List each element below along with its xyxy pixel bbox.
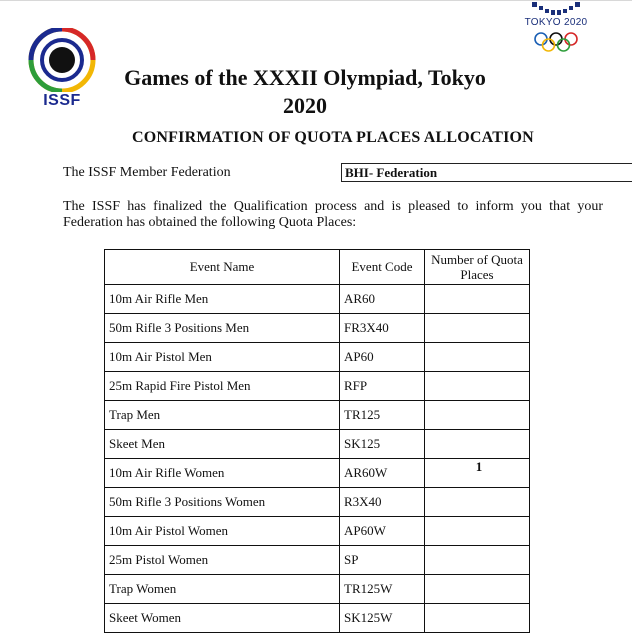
event-name-cell: Trap Men: [105, 401, 340, 430]
table-row: [105, 430, 530, 459]
quota-value-cell: [425, 401, 530, 430]
table-row: [105, 372, 530, 401]
title-line-1: Games of the XXXII Olympiad, Tokyo: [124, 65, 486, 90]
table-row: [105, 517, 530, 546]
table-row: [105, 343, 530, 372]
event-code-cell: SK125: [340, 430, 425, 459]
quota-value-cell: 1: [425, 459, 530, 488]
table-row: [105, 575, 530, 604]
quota-value-cell: [425, 604, 530, 633]
member-federation-label: The ISSF Member Federation: [63, 165, 231, 180]
document-subtitle: CONFIRMATION OF QUOTA PLACES ALLOCATION: [132, 129, 534, 146]
header-event-name: Event Name: [105, 250, 340, 285]
quota-value-cell: [425, 314, 530, 343]
quota-value-cell: [425, 546, 530, 575]
event-code-cell: RFP: [340, 372, 425, 401]
table-row: [105, 488, 530, 517]
event-code-cell: TR125: [340, 401, 425, 430]
event-code-cell: AR60: [340, 285, 425, 314]
event-code-cell: AR60W: [340, 459, 425, 488]
table-row: [105, 546, 530, 575]
table-row: [105, 604, 530, 633]
event-code-cell: SP: [340, 546, 425, 575]
intro-paragraph: The ISSF has finalized the Qualification process and is pleased to inform you that your Federation has obtained the following Quota Places:: [63, 199, 603, 230]
quota-table: [104, 249, 530, 633]
event-name-cell: 10m Air Rifle Men: [105, 285, 340, 314]
quota-value-cell: [425, 343, 530, 372]
event-name-cell: Trap Women: [105, 575, 340, 604]
member-federation-value: BHI- Federation: [341, 163, 632, 182]
event-code-cell: AP60: [340, 343, 425, 372]
event-name-cell: 10m Air Rifle Women: [105, 459, 340, 488]
tokyo-2020-logo: [518, 0, 594, 56]
event-code-cell: TR125W: [340, 575, 425, 604]
table-row: [105, 401, 530, 430]
event-name-cell: 10m Air Pistol Men: [105, 343, 340, 372]
document-title: [100, 64, 510, 120]
quota-value-cell: [425, 430, 530, 459]
olympic-rings-icon: [533, 32, 579, 52]
table-row: [105, 314, 530, 343]
event-name-cell: 50m Rifle 3 Positions Men: [105, 314, 340, 343]
event-name-cell: 25m Pistol Women: [105, 546, 340, 575]
issf-target-icon: [26, 28, 98, 92]
tokyo-emblem-icon: [518, 0, 594, 16]
quota-value-cell: [425, 285, 530, 314]
quota-value-cell: [425, 575, 530, 604]
header-quota-places: [425, 250, 530, 285]
event-name-cell: 25m Rapid Fire Pistol Men: [105, 372, 340, 401]
header-event-code: Event Code: [340, 250, 425, 285]
quota-value-cell: [425, 372, 530, 401]
issf-logo-text: ISSF: [43, 92, 81, 109]
event-name-cell: 10m Air Pistol Women: [105, 517, 340, 546]
issf-logo: [26, 28, 98, 110]
event-name-cell: 50m Rifle 3 Positions Women: [105, 488, 340, 517]
quota-value-cell: [425, 517, 530, 546]
table-header-row: [105, 250, 530, 285]
quota-value-cell: [425, 488, 530, 517]
event-code-cell: SK125W: [340, 604, 425, 633]
event-code-cell: AP60W: [340, 517, 425, 546]
table-row: [105, 285, 530, 314]
title-line-2: 2020: [283, 93, 327, 118]
event-code-cell: FR3X40: [340, 314, 425, 343]
event-name-cell: Skeet Women: [105, 604, 340, 633]
event-name-cell: Skeet Men: [105, 430, 340, 459]
event-code-cell: R3X40: [340, 488, 425, 517]
header-quota-places-label: Number of Quota Places: [431, 252, 523, 282]
tokyo-2020-text: TOKYO 2020: [524, 17, 588, 28]
table-row: [105, 459, 530, 488]
